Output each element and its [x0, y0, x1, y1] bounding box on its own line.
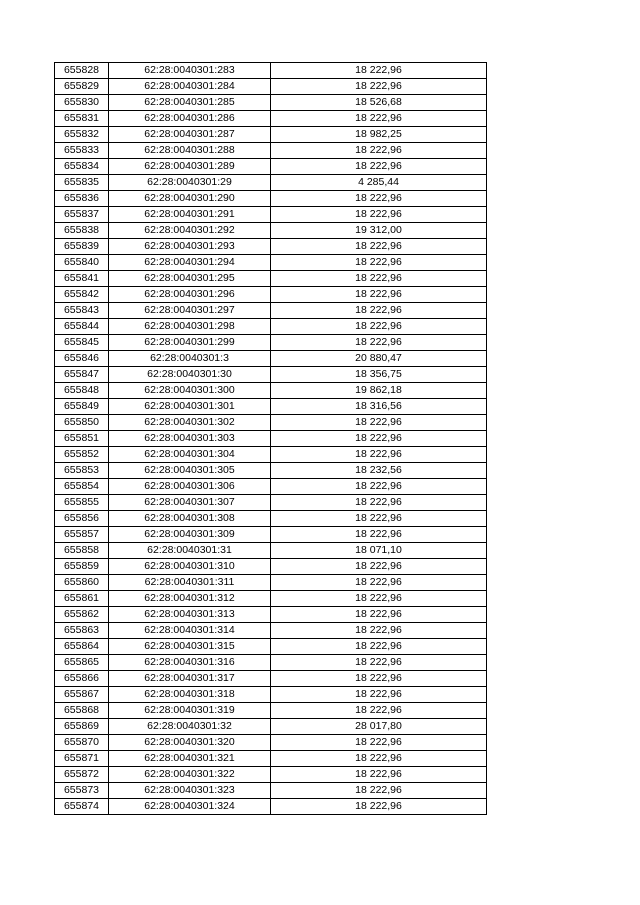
value-cell: 18 222,96: [271, 239, 487, 255]
table-row: [55, 495, 487, 511]
row-number-cell: 655868: [55, 703, 109, 719]
table-row: [55, 399, 487, 415]
cadastral-number-cell: 62:28:0040301:311: [109, 575, 271, 591]
row-number-cell: 655837: [55, 207, 109, 223]
table-row: [55, 287, 487, 303]
value-cell: 18 222,96: [271, 799, 487, 815]
value-cell: 18 222,96: [271, 703, 487, 719]
table-row: [55, 415, 487, 431]
cadastral-number-cell: 62:28:0040301:301: [109, 399, 271, 415]
table-row: [55, 79, 487, 95]
value-cell: 18 222,96: [271, 511, 487, 527]
cadastral-number-cell: 62:28:0040301:285: [109, 95, 271, 111]
value-cell: 18 222,96: [271, 479, 487, 495]
table-row: [55, 143, 487, 159]
cadastral-number-cell: 62:28:0040301:310: [109, 559, 271, 575]
cadastral-number-cell: 62:28:0040301:308: [109, 511, 271, 527]
value-cell: 18 222,96: [271, 447, 487, 463]
value-cell: 18 222,96: [271, 271, 487, 287]
row-number-cell: 655831: [55, 111, 109, 127]
table-row: [55, 367, 487, 383]
row-number-cell: 655842: [55, 287, 109, 303]
cadastral-number-cell: 62:28:0040301:315: [109, 639, 271, 655]
value-cell: 18 222,96: [271, 287, 487, 303]
value-cell: 18 222,96: [271, 303, 487, 319]
row-number-cell: 655833: [55, 143, 109, 159]
row-number-cell: 655840: [55, 255, 109, 271]
value-cell: 18 222,96: [271, 159, 487, 175]
table-row: [55, 111, 487, 127]
cadastral-number-cell: 62:28:0040301:298: [109, 319, 271, 335]
value-cell: 19 862,18: [271, 383, 487, 399]
row-number-cell: 655834: [55, 159, 109, 175]
row-number-cell: 655858: [55, 543, 109, 559]
cadastral-number-cell: 62:28:0040301:291: [109, 207, 271, 223]
row-number-cell: 655832: [55, 127, 109, 143]
row-number-cell: 655857: [55, 527, 109, 543]
value-cell: 18 222,96: [271, 767, 487, 783]
table-row: [55, 319, 487, 335]
table-row: [55, 431, 487, 447]
row-number-cell: 655871: [55, 751, 109, 767]
cadastral-number-cell: 62:28:0040301:284: [109, 79, 271, 95]
row-number-cell: 655854: [55, 479, 109, 495]
cadastral-number-cell: 62:28:0040301:316: [109, 655, 271, 671]
value-cell: 18 222,96: [271, 751, 487, 767]
cadastral-number-cell: 62:28:0040301:294: [109, 255, 271, 271]
cadastral-number-cell: 62:28:0040301:321: [109, 751, 271, 767]
row-number-cell: 655867: [55, 687, 109, 703]
row-number-cell: 655870: [55, 735, 109, 751]
cadastral-number-cell: 62:28:0040301:307: [109, 495, 271, 511]
row-number-cell: 655862: [55, 607, 109, 623]
row-number-cell: 655855: [55, 495, 109, 511]
table-row: [55, 191, 487, 207]
cadastral-number-cell: 62:28:0040301:30: [109, 367, 271, 383]
value-cell: 18 222,96: [271, 335, 487, 351]
table-row: [55, 591, 487, 607]
row-number-cell: 655838: [55, 223, 109, 239]
cadastral-number-cell: 62:28:0040301:309: [109, 527, 271, 543]
table-row: [55, 799, 487, 815]
table-row: [55, 335, 487, 351]
row-number-cell: 655860: [55, 575, 109, 591]
table-row: [55, 239, 487, 255]
table-row: [55, 719, 487, 735]
cadastral-number-cell: 62:28:0040301:320: [109, 735, 271, 751]
data-table: [54, 62, 487, 815]
cadastral-number-cell: 62:28:0040301:304: [109, 447, 271, 463]
value-cell: 18 222,96: [271, 431, 487, 447]
row-number-cell: 655859: [55, 559, 109, 575]
row-number-cell: 655829: [55, 79, 109, 95]
cadastral-number-cell: 62:28:0040301:314: [109, 623, 271, 639]
row-number-cell: 655861: [55, 591, 109, 607]
value-cell: 18 071,10: [271, 543, 487, 559]
table-row: [55, 783, 487, 799]
row-number-cell: 655846: [55, 351, 109, 367]
value-cell: 18 222,96: [271, 591, 487, 607]
cadastral-number-cell: 62:28:0040301:29: [109, 175, 271, 191]
cadastral-number-cell: 62:28:0040301:293: [109, 239, 271, 255]
value-cell: 20 880,47: [271, 351, 487, 367]
cadastral-number-cell: 62:28:0040301:324: [109, 799, 271, 815]
table-row: [55, 303, 487, 319]
table-body: [55, 63, 487, 815]
table-row: [55, 639, 487, 655]
table-row: [55, 159, 487, 175]
cadastral-number-cell: 62:28:0040301:289: [109, 159, 271, 175]
table-row: [55, 255, 487, 271]
row-number-cell: 655830: [55, 95, 109, 111]
row-number-cell: 655864: [55, 639, 109, 655]
cadastral-number-cell: 62:28:0040301:322: [109, 767, 271, 783]
table-row: [55, 671, 487, 687]
value-cell: 18 222,96: [271, 319, 487, 335]
value-cell: 18 982,25: [271, 127, 487, 143]
cadastral-number-cell: 62:28:0040301:306: [109, 479, 271, 495]
table-row: [55, 223, 487, 239]
row-number-cell: 655850: [55, 415, 109, 431]
cadastral-number-cell: 62:28:0040301:317: [109, 671, 271, 687]
value-cell: 18 222,96: [271, 687, 487, 703]
value-cell: 18 222,96: [271, 639, 487, 655]
cadastral-number-cell: 62:28:0040301:296: [109, 287, 271, 303]
value-cell: 18 222,96: [271, 575, 487, 591]
table-row: [55, 351, 487, 367]
table-row: [55, 751, 487, 767]
row-number-cell: 655873: [55, 783, 109, 799]
table-row: [55, 127, 487, 143]
table-row: [55, 175, 487, 191]
table-row: [55, 767, 487, 783]
table-row: [55, 559, 487, 575]
cadastral-number-cell: 62:28:0040301:319: [109, 703, 271, 719]
table-row: [55, 575, 487, 591]
table-row: [55, 735, 487, 751]
cadastral-number-cell: 62:28:0040301:286: [109, 111, 271, 127]
cadastral-number-cell: 62:28:0040301:302: [109, 415, 271, 431]
table-row: [55, 383, 487, 399]
row-number-cell: 655839: [55, 239, 109, 255]
row-number-cell: 655856: [55, 511, 109, 527]
value-cell: 18 222,96: [271, 495, 487, 511]
table-row: [55, 687, 487, 703]
row-number-cell: 655869: [55, 719, 109, 735]
row-number-cell: 655851: [55, 431, 109, 447]
row-number-cell: 655874: [55, 799, 109, 815]
value-cell: 18 222,96: [271, 559, 487, 575]
table-row: [55, 623, 487, 639]
cadastral-number-cell: 62:28:0040301:297: [109, 303, 271, 319]
cadastral-number-cell: 62:28:0040301:323: [109, 783, 271, 799]
value-cell: 28 017,80: [271, 719, 487, 735]
value-cell: 18 222,96: [271, 783, 487, 799]
value-cell: 18 222,96: [271, 607, 487, 623]
table-row: [55, 447, 487, 463]
value-cell: 18 222,96: [271, 63, 487, 79]
value-cell: 18 222,96: [271, 207, 487, 223]
cadastral-number-cell: 62:28:0040301:312: [109, 591, 271, 607]
value-cell: 18 232,56: [271, 463, 487, 479]
table-row: [55, 95, 487, 111]
row-number-cell: 655863: [55, 623, 109, 639]
value-cell: 18 526,68: [271, 95, 487, 111]
value-cell: 18 222,96: [271, 143, 487, 159]
row-number-cell: 655865: [55, 655, 109, 671]
cadastral-number-cell: 62:28:0040301:283: [109, 63, 271, 79]
table-row: [55, 703, 487, 719]
row-number-cell: 655835: [55, 175, 109, 191]
row-number-cell: 655843: [55, 303, 109, 319]
row-number-cell: 655848: [55, 383, 109, 399]
cadastral-number-cell: 62:28:0040301:287: [109, 127, 271, 143]
row-number-cell: 655852: [55, 447, 109, 463]
row-number-cell: 655845: [55, 335, 109, 351]
row-number-cell: 655872: [55, 767, 109, 783]
table-row: [55, 527, 487, 543]
value-cell: 18 356,75: [271, 367, 487, 383]
value-cell: 18 222,96: [271, 655, 487, 671]
table-row: [55, 271, 487, 287]
row-number-cell: 655847: [55, 367, 109, 383]
value-cell: 4 285,44: [271, 175, 487, 191]
row-number-cell: 655866: [55, 671, 109, 687]
value-cell: 18 222,96: [271, 671, 487, 687]
cadastral-number-cell: 62:28:0040301:303: [109, 431, 271, 447]
row-number-cell: 655828: [55, 63, 109, 79]
value-cell: 18 222,96: [271, 255, 487, 271]
row-number-cell: 655849: [55, 399, 109, 415]
cadastral-number-cell: 62:28:0040301:31: [109, 543, 271, 559]
value-cell: 18 222,96: [271, 415, 487, 431]
value-cell: 19 312,00: [271, 223, 487, 239]
row-number-cell: 655841: [55, 271, 109, 287]
value-cell: 18 222,96: [271, 527, 487, 543]
table-row: [55, 207, 487, 223]
table-row: [55, 543, 487, 559]
cadastral-number-cell: 62:28:0040301:305: [109, 463, 271, 479]
value-cell: 18 222,96: [271, 191, 487, 207]
value-cell: 18 316,56: [271, 399, 487, 415]
value-cell: 18 222,96: [271, 111, 487, 127]
row-number-cell: 655844: [55, 319, 109, 335]
table-row: [55, 607, 487, 623]
value-cell: 18 222,96: [271, 79, 487, 95]
cadastral-number-cell: 62:28:0040301:3: [109, 351, 271, 367]
cadastral-number-cell: 62:28:0040301:288: [109, 143, 271, 159]
cadastral-number-cell: 62:28:0040301:318: [109, 687, 271, 703]
table-row: [55, 63, 487, 79]
table-row: [55, 479, 487, 495]
value-cell: 18 222,96: [271, 623, 487, 639]
cadastral-number-cell: 62:28:0040301:299: [109, 335, 271, 351]
cadastral-number-cell: 62:28:0040301:300: [109, 383, 271, 399]
cadastral-number-cell: 62:28:0040301:32: [109, 719, 271, 735]
table-row: [55, 655, 487, 671]
table-row: [55, 463, 487, 479]
value-cell: 18 222,96: [271, 735, 487, 751]
cadastral-number-cell: 62:28:0040301:295: [109, 271, 271, 287]
cadastral-number-cell: 62:28:0040301:290: [109, 191, 271, 207]
row-number-cell: 655853: [55, 463, 109, 479]
row-number-cell: 655836: [55, 191, 109, 207]
cadastral-number-cell: 62:28:0040301:313: [109, 607, 271, 623]
cadastral-number-cell: 62:28:0040301:292: [109, 223, 271, 239]
table-row: [55, 511, 487, 527]
